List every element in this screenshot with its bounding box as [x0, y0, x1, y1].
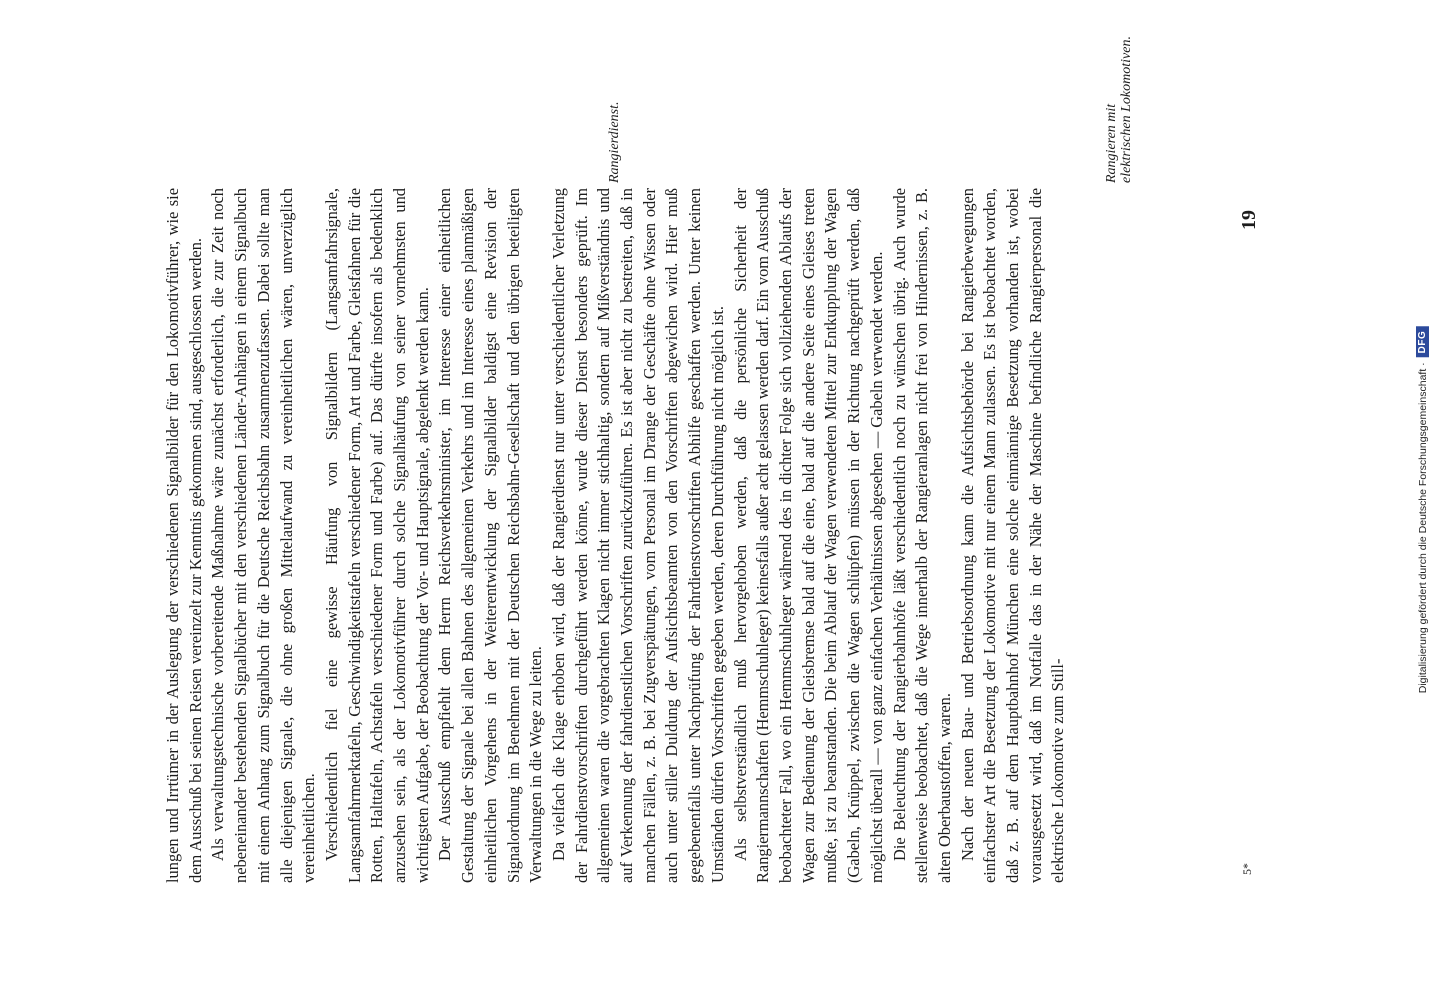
paragraph: Verschiedentlich fiel eine gewisse Häufung von Signalbildern (Langsamfahrsignale, Langsamfahrmerktafeln, Geschwindigkeitstafeln verschiedener Form, Art und Farbe, Gleisfahnen für die Rotten, Halttafeln, Achstafeln verschiedener Form und Farbe) auf. Das dürfte insofern als bedenklich anzusehen sein, als der Lokomotivführer durch solche Signalhäufung von seiner vornehmsten und wichtigsten Aufgabe, der Beobachtung der Vor- und Hauptsignale, abgelenkt werden kann. [321, 188, 432, 883]
paragraph: Als verwaltungstechnische vorbereitende Maßnahme wäre zunächst erforderlich, die zur Zeit noch nebeneinander bestehenden Signalbücher mit den verschiedenen Länder-Anhängen in einem Signalbuch mit einem Anhang zum Signalbuch für die Deutsche Reichsbahn zusammenzufassen. Dabei sollte man alle diejenigen Signale, die ohne großen Mittelaufwand zu vereinheitlichen wären, unverzüglich vereinheitlichen. [208, 188, 319, 883]
margin-note-rangierdienst: Rangierdienst. [607, 101, 622, 183]
paragraph: Der Ausschuß empfiehlt dem Herrn Reichsverkehrsminister, im Interesse einer einheitlichen Gestaltung der Signale bei allen Bahnen des allgemeinen Verkehrs und im Interesse eines planmäßigen einheitlichen Vorgehens in der Weiterentwicklung der Signalbilder baldigst eine Revision der Signalordnung im Benehmen mit der Deutschen Reichsbahn-Gesellschaft und den übrigen beteiligten Verwaltungen in die Wege zu leiten. [435, 188, 546, 883]
printer-signature: 5* [1240, 863, 1254, 875]
paragraph: lungen und Irrtümer in der Auslegung der verschiedenen Signalbilder für den Lokomotivführer, wie sie dem Ausschuß bei seinen Reisen vereinzelt zur Kenntnis gekommen sind, ausgeschlossen werden. [163, 188, 205, 883]
paragraph: Da vielfach die Klage erhoben wird, daß der Rangierdienst nur unter verschiedentlicher Verletzung der Fahrdienstvorschriften durchgeführt werden könne, wurde dieser Dienst besonders geprüft. Im allgemeinen waren die vorgebrachten Klagen nicht immer stichhaltig, sondern auf Mißverständnis und auf Verkennung der fahrdienstlichen Vorschriften zurückzuführen. Es ist aber nicht zu bestreiten, daß in manchen Fällen, z. B. bei Zugverspätungen, vom Personal im Drange der Geschäfte ohne Wissen oder auch unter stiller Duldung der Aufsichtsbeamten von den Vorschriften abgewichen wird. Hier muß gegebenenfalls unter Nachprüfung der Fahrdienstvorschriften Abhilfe geschaffen werden. Unter keinen Umständen dürfen Vorschriften gegeben werden, deren Durchführung nicht möglich ist. [548, 188, 727, 883]
digitization-credit [1416, 327, 1429, 694]
rotated-page-content [140, 36, 1260, 895]
body-text [162, 188, 1070, 883]
credit-text: Digitalisierung gefördert durch die Deutsche Forschungsgemeinschaft · [1416, 362, 1429, 694]
paragraph: Als selbstverständlich muß hervorgehoben werden, daß die persönliche Sicherheit der Rangiermannschaften (Hemmschuhleger) keinesfalls außer acht gelassen werden darf. Ein vom Ausschuß beobachteter Fall, wo ein Hemmschuhleger während des in dichter Folge sich vollziehenden Ablaufs der Wagen zur Bedienung der Gleisbremse bald auf die eine, bald auf die andere Seite eines Gleises treten mußte, ist zu beanstanden. Die beim Ablauf der Wagen verwendeten Mittel zur Entkupplung der Wagen (Gabeln, Knüppel, zwischen die Wagen schlüpfen) müssen in der Richtung nachgeprüft werden, daß möglichst überall — von ganz einfachen Verhältnissen abgesehen — Gabeln verwendet werden. [730, 188, 886, 883]
dfg-logo: DFG [1416, 327, 1429, 358]
page-number: 19 [1238, 210, 1260, 230]
paragraph: Nach der neuen Bau- und Betriebsordnung kann die Aufsichtsbehörde bei Rangierbewegungen einfachster Art die Besetzung der Lokomotive mit nur einem Mann zulassen. Es ist beobachtet worden, daß z. B. auf dem Hauptbahnhof München eine solche einmännige Besetzung vorhanden ist, wobei vorausgesetzt wird, daß im Notfalle das in der Nähe der Maschine befindliche Rangierpersonal die elektrische Lokomotive zum Still- [957, 188, 1068, 883]
margin-note-elektrische-lokomotiven: Rangieren mit elektrischen Lokomotiven. [1104, 36, 1134, 183]
paragraph: Die Beleuchtung der Rangierbahnhöfe läßt verschiedentlich noch zu wünschen übrig. Auch wurde stellenweise beobachtet, daß die Wege innerhalb der Rangieranlagen nicht frei von Hindernissen, z. B. alten Oberbaustoffen, waren. [889, 188, 954, 883]
